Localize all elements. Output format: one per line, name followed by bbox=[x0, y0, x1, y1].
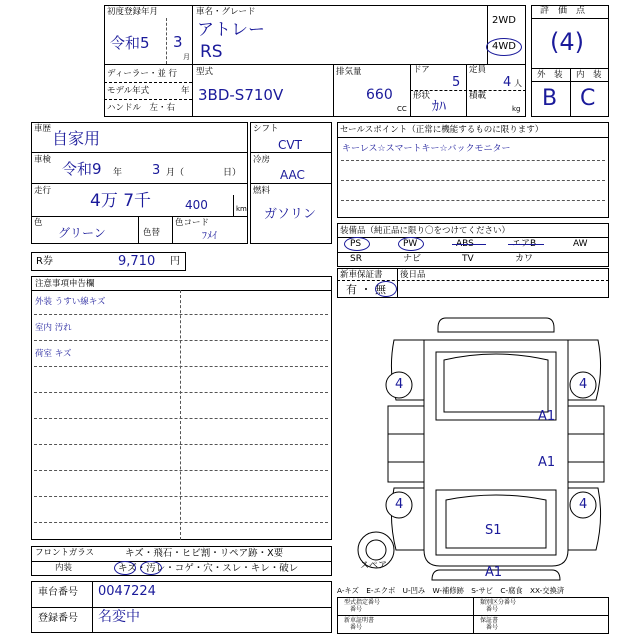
recycle-box bbox=[31, 252, 186, 271]
cert-class-label: 類別区分番号 bbox=[480, 599, 517, 606]
capacity-label: 定員 bbox=[469, 65, 487, 75]
km-unit: km bbox=[236, 205, 247, 213]
interior-label: 内装 bbox=[55, 563, 73, 573]
pw-circle bbox=[398, 237, 424, 251]
note-line-3: 荷室 キズ bbox=[35, 349, 72, 359]
equipment-title: 装備品（純正品に限り〇をつけてください） bbox=[340, 226, 511, 236]
drive-2wd: 2WD bbox=[492, 15, 516, 26]
cert-type-number: 番号 bbox=[350, 606, 363, 613]
inspection-month-unit: 月（ bbox=[166, 168, 185, 178]
model-year-label: モデル年式 bbox=[107, 86, 150, 96]
cert-class-number: 番号 bbox=[486, 606, 499, 613]
notes-rule bbox=[34, 314, 328, 315]
fuel-label: 燃料 bbox=[253, 186, 271, 196]
type-label: 型式 bbox=[196, 67, 214, 77]
capacity-unit: 人 bbox=[514, 79, 522, 88]
damage-legend: A-キズ E-エクボ U-凹み W-補修跡 S-サビ C-腐食 XX-交換済 bbox=[337, 586, 565, 595]
mark-front-right-tire: 4 bbox=[579, 377, 588, 392]
later-items-label: 後日品 bbox=[400, 270, 426, 280]
color-code-label: 色コード bbox=[175, 218, 210, 228]
dealer-label: ディーラー・並 行 bbox=[107, 69, 178, 79]
mileage-value: 4万 7千 bbox=[90, 191, 152, 211]
inspection-month: 3 bbox=[152, 163, 161, 178]
rating-label: 評 価 点 bbox=[540, 6, 586, 16]
inspection-label: 車検 bbox=[34, 155, 52, 165]
mark-right-door-2: A1 bbox=[538, 455, 556, 470]
equip-aw: AW bbox=[573, 239, 588, 249]
kg-unit: kg bbox=[512, 105, 521, 113]
ac-label: 冷房 bbox=[253, 155, 271, 165]
exterior-grade: B bbox=[542, 86, 558, 111]
first-registration-month: 3 bbox=[173, 33, 183, 51]
mileage-label: 走行 bbox=[34, 186, 52, 196]
chassis-label: 車台番号 bbox=[38, 587, 78, 598]
capacity-value: 4 bbox=[503, 75, 512, 90]
exterior-label: 外 装 bbox=[537, 70, 563, 80]
shift-value: CVT bbox=[278, 138, 302, 152]
notes-rule bbox=[34, 418, 328, 419]
month-unit: 月 bbox=[183, 53, 190, 61]
type-value: 3BD-S710V bbox=[198, 86, 284, 104]
fuel-value: ガソリン bbox=[264, 207, 317, 222]
registration-label: 登録番号 bbox=[38, 613, 78, 624]
cert-newcar-number: 番号 bbox=[350, 624, 363, 631]
notes-rule bbox=[34, 470, 328, 471]
displacement-value: 660 bbox=[366, 87, 393, 103]
recycle-label: R券 bbox=[36, 256, 53, 267]
shape-value: ｶﾊ bbox=[432, 99, 446, 115]
model-year-unit: 年 bbox=[181, 86, 190, 96]
door-label: ドア bbox=[413, 65, 430, 75]
car-name-label: 車名・グレード bbox=[196, 7, 256, 17]
registration-value: 名変中 bbox=[98, 609, 140, 625]
inspection-day-unit: 日） bbox=[223, 168, 242, 178]
handle-label: ハンドル 左・右 bbox=[107, 103, 176, 113]
equip-tv: TV bbox=[462, 254, 474, 264]
ac-value: AAC bbox=[280, 168, 305, 182]
cc-unit: CC bbox=[397, 105, 407, 113]
mark-rear-right-tire: 4 bbox=[579, 497, 588, 512]
airbag-strike bbox=[508, 244, 544, 245]
mark-right-door-1: A1 bbox=[538, 409, 556, 424]
equip-pw: PW bbox=[403, 239, 418, 249]
drive-4wd: 4WD bbox=[492, 41, 516, 52]
abs-strike bbox=[452, 244, 486, 245]
note-line-2: 室内 汚れ bbox=[35, 323, 72, 333]
inspection-year-unit: 年 bbox=[113, 168, 123, 178]
selling-points-line1: キーレス☆スマートキー☆バックモニター bbox=[342, 144, 511, 154]
chassis-value: 0047224 bbox=[98, 584, 156, 599]
cert-warranty-number: 番号 bbox=[486, 624, 499, 631]
warranty-label: 新車保証書 bbox=[340, 270, 383, 280]
spare-label: スペア bbox=[360, 561, 388, 571]
notes-rule bbox=[34, 392, 328, 393]
usage-value: 自家用 bbox=[52, 129, 101, 148]
selling-points-title: セールスポイント（正常に機能するものに限ります） bbox=[340, 125, 544, 135]
notes-title: 注意事項申告欄 bbox=[35, 279, 95, 289]
interior-dirt-circle bbox=[140, 561, 162, 575]
color-label: 色 bbox=[34, 218, 43, 228]
notes-rule bbox=[34, 444, 328, 445]
front-glass-value: キズ・飛石・ヒビ割・リペア跡・X要 bbox=[125, 548, 284, 559]
first-registration-era: 令和5 bbox=[110, 34, 150, 52]
color-change-label: 色替 bbox=[143, 228, 161, 238]
car-name: アトレー bbox=[197, 20, 265, 40]
interior-label: 内 装 bbox=[576, 70, 602, 80]
equip-leather: カワ bbox=[515, 254, 534, 264]
door-value: 5 bbox=[452, 75, 461, 90]
mileage-rest: 400 bbox=[185, 198, 208, 212]
interior-value: キズ・汚レ・コゲ・穴・スレ・キレ・破レ bbox=[118, 563, 299, 574]
equip-navi: ナビ bbox=[403, 254, 422, 264]
header-box bbox=[104, 5, 526, 117]
recycle-unit: 円 bbox=[170, 256, 180, 267]
load-label: 積載 bbox=[469, 91, 487, 101]
rating-score: (4) bbox=[550, 28, 584, 56]
drive-4wd-circle bbox=[486, 38, 522, 56]
interior-scratch-circle bbox=[114, 561, 136, 575]
equip-abs: ABS bbox=[456, 239, 474, 249]
color-code-value: ﾌﾒｲ bbox=[202, 231, 217, 242]
notes-rule bbox=[34, 496, 328, 497]
cert-warranty-label: 保証書 bbox=[480, 617, 499, 624]
color-value: グリーン bbox=[58, 226, 106, 240]
interior-grade: C bbox=[580, 86, 596, 111]
equip-sr: SR bbox=[350, 254, 362, 264]
notes-rule bbox=[34, 366, 328, 367]
warranty-value: 有 ・ 無 bbox=[346, 283, 386, 296]
first-registration-label: 初度登録年月 bbox=[107, 7, 159, 17]
usage-label: 車歴 bbox=[34, 124, 52, 134]
recycle-value: 9,710 bbox=[118, 254, 156, 269]
vehicle-diagram bbox=[336, 300, 610, 590]
mark-rear-glass: S1 bbox=[485, 523, 502, 538]
warranty-none-circle bbox=[375, 281, 397, 297]
equip-ps: PS bbox=[350, 239, 362, 249]
equip-airbag: エアB bbox=[512, 239, 537, 249]
cert-newcar-label: 新車証明書 bbox=[344, 617, 375, 624]
mark-rear-bumper: A1 bbox=[485, 565, 503, 580]
notes-box bbox=[31, 276, 332, 540]
mark-front-left-tire: 4 bbox=[395, 377, 404, 392]
ps-circle bbox=[344, 237, 370, 251]
shape-label: 形状 bbox=[413, 91, 431, 101]
car-grade: RS bbox=[200, 42, 223, 62]
inspection-era: 令和9 bbox=[62, 160, 102, 178]
mark-rear-left-tire: 4 bbox=[395, 497, 404, 512]
displacement-label: 排気量 bbox=[336, 67, 362, 77]
note-line-1: 外装 うすい線キズ bbox=[35, 297, 106, 307]
notes-rule bbox=[34, 340, 328, 341]
cert-type-label: 型式指定番号 bbox=[344, 599, 381, 606]
front-glass-label: フロントガラス bbox=[35, 548, 94, 558]
shift-label: シフト bbox=[253, 124, 279, 134]
notes-rule bbox=[34, 522, 328, 523]
